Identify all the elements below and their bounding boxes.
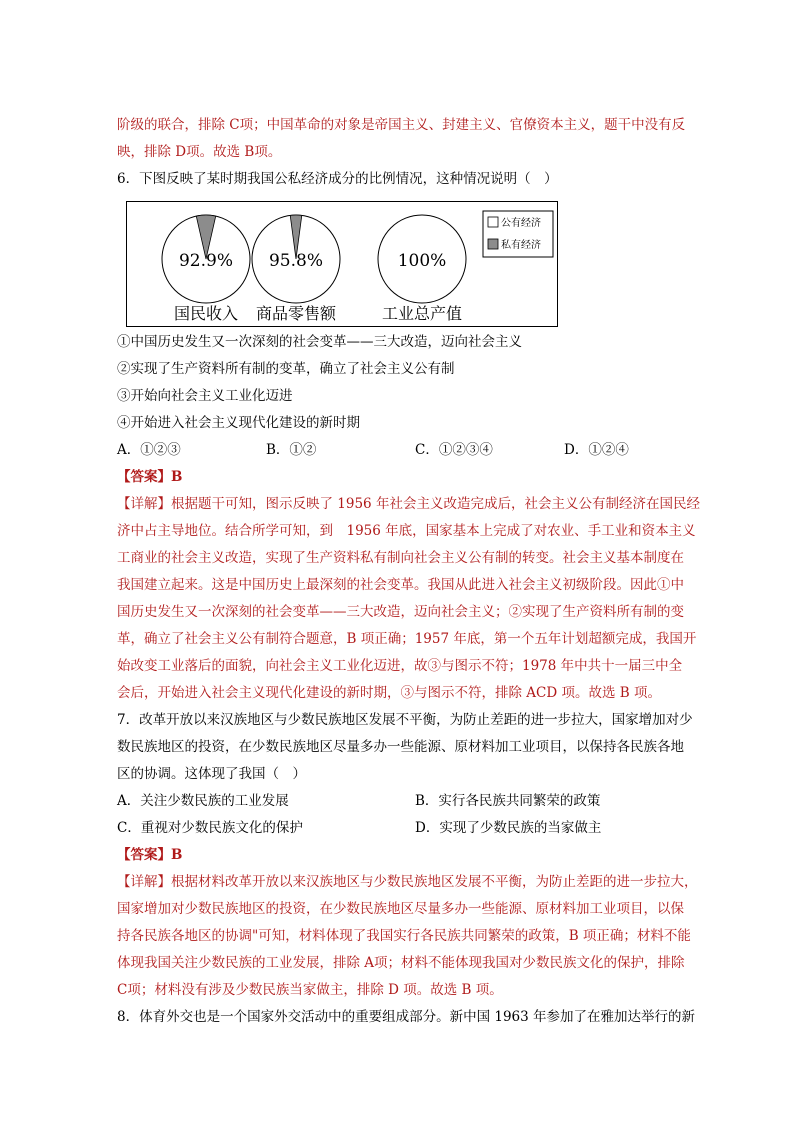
legend-label-2: 私有经济: [501, 240, 541, 251]
q7-stem-2: 数民族地区的投资，在少数民族地区尽量多办一些能源、原材料加工业项目，以保持各民族各地: [117, 739, 684, 755]
q6-option-d: D．①②④: [564, 442, 629, 458]
legend-swatch-1: [488, 217, 498, 227]
prev-answer-line-2: 映，排除 D项。故选 B项。: [117, 144, 282, 160]
q6-option-c: C．①②③④: [415, 442, 493, 458]
q6-explain-3: 工商业的社会主义改造，实现了生产资料私有制向社会主义公有制的转变。社会主义基本制度在: [117, 550, 684, 566]
pie-1-value-label: 92.9%: [178, 251, 234, 271]
q6-statement-2: ②实现了生产资料所有制的变革，确立了社会主义公有制: [117, 361, 455, 377]
q7-stem-3: 区的协调。这体现了我国（ ）: [117, 766, 306, 782]
q6-option-b: B．①②: [266, 442, 317, 458]
q7-option-c: C．重视对少数民族文化的保护: [117, 820, 303, 836]
q6-explain-2: 济中占主导地位。结合所学可知，到 1956 年底，国家基本上完成了对农业、手工业和资本主义: [117, 523, 696, 539]
q6-option-a: A．①②③: [117, 442, 181, 458]
q7-options-row-2: [117, 815, 713, 842]
q6-explain-8: 会后，开始进入社会主义现代化建设的新时期，③与图示不符，排除 ACD 项。故选 B 项。: [117, 685, 661, 701]
pie-3-category-label: 工业总产值: [381, 304, 463, 323]
q6-statement-3: ③开始向社会主义工业化迈进: [117, 388, 293, 404]
q6-answer: 【答案】B: [117, 469, 183, 485]
q8-stem: 8．体育外交也是一个国家外交活动中的重要组成部分。新中国 1963 年参加了在雅加达举行的新: [117, 1009, 696, 1025]
prev-answer-line-1: 阶级的联合，排除 C项；中国革命的对象是帝国主义、封建主义、官僚资本主义，题干中没有反: [117, 117, 686, 133]
q7-option-a: A．关注少数民族的工业发展: [117, 793, 289, 809]
q7-explain-3: 持各民族各地区的协调"可知，材料体现了我国实行各民族共同繁荣的政策，B 项正确；材料不能: [117, 928, 691, 944]
pie-chart-svg: [127, 202, 559, 328]
document-page: [117, 112, 713, 1031]
q7-option-b: B．实行各民族共同繁荣的政策: [415, 793, 601, 809]
pie-1-category-label: 国民收入: [173, 304, 239, 323]
legend-swatch-2: [488, 239, 498, 249]
pie-3-value-label: 100%: [397, 251, 447, 271]
q7-stem-1: 7．改革开放以来汉族地区与少数民族地区发展不平衡，为防止差距的进一步拉大，国家增加对少: [117, 712, 693, 728]
q6-explain-7: 始改变工业落后的面貌，向社会主义工业化迈进，故③与图示不符；1978 年中共十一届三中全: [117, 658, 683, 674]
pie-chart-figure: [126, 201, 558, 327]
q6-explain-1: 【详解】根据题干可知，图示反映了 1956 年社会主义改造完成后，社会主义公有制经济在国民经: [117, 496, 700, 512]
q6-explain-6: 革，确立了社会主义公有制符合题意，B 项正确；1957 年底，第一个五年计划超额完成，我国开: [117, 631, 697, 647]
q6-explain-4: 我国建立起来。这是中国历史上最深刻的社会变革。我国从此进入社会主义初级阶段。因此①中: [117, 577, 684, 593]
q7-answer: 【答案】B: [117, 847, 183, 863]
pie-2-value-label: 95.8%: [268, 251, 324, 271]
q6-stem: 6．下图反映了某时期我国公私经济成分的比例情况，这种情况说明（ ）: [117, 171, 558, 187]
q6-options: [117, 437, 713, 464]
q7-explain-2: 国家增加对少数民族地区的投资，在少数民族地区尽量多办一些能源、原材料加工业项目，以保: [117, 901, 684, 917]
q7-explain-1: 【详解】根据材料改革开放以来汉族地区与少数民族地区发展不平衡，为防止差距的进一步拉大，: [117, 874, 698, 890]
pie-2-category-label: 商品零售额: [255, 304, 337, 323]
q7-option-d: D．实现了少数民族的当家做主: [415, 820, 602, 836]
q6-statement-4: ④开始进入社会主义现代化建设的新时期: [117, 415, 360, 431]
q7-explain-5: C项；材料没有涉及少数民族当家做主，排除 D 项。故选 B 项。: [117, 982, 503, 998]
legend-label-1: 公有经济: [501, 218, 541, 229]
q7-explain-4: 体现我国关注少数民族的工业发展，排除 A项；材料不能体现我国对少数民族文化的保护，排除: [117, 955, 685, 971]
q6-statement-1: ①中国历史发生又一次深刻的社会变革——三大改造，迈向社会主义: [117, 334, 522, 350]
q6-explain-5: 国历史发生又一次深刻的社会变革——三大改造，迈向社会主义；②实现了生产资料所有制的变: [117, 604, 684, 620]
q7-options-row-1: [117, 788, 713, 815]
